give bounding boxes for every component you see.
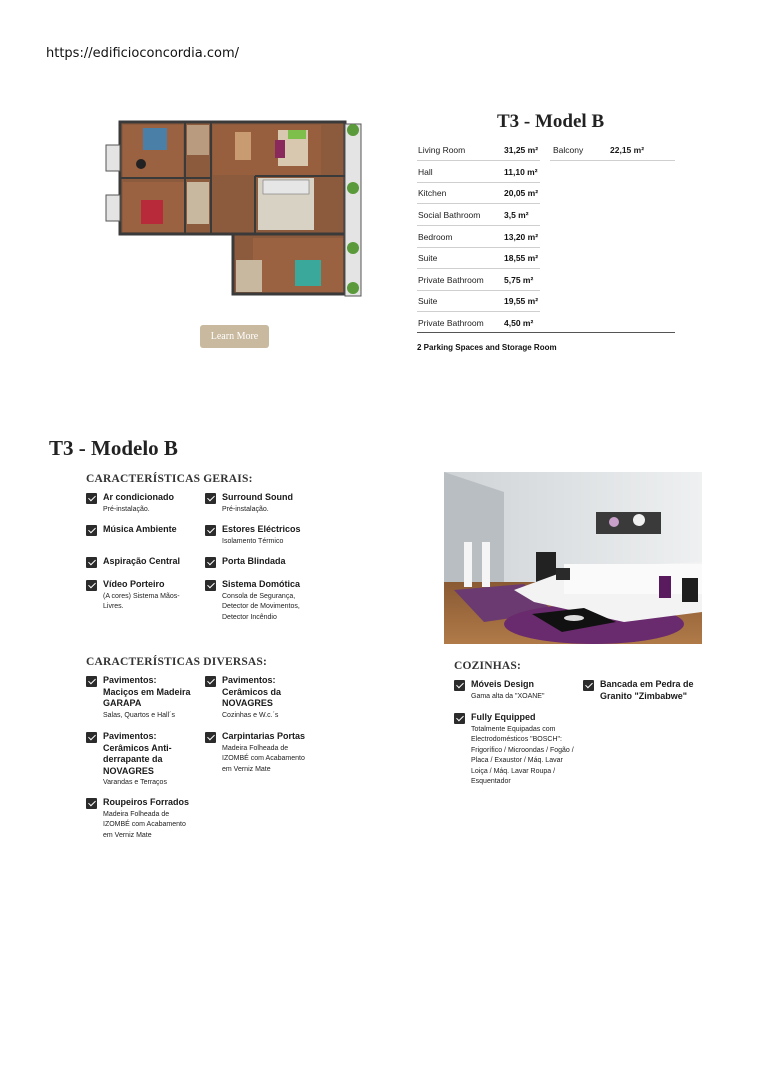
checkbox-icon <box>86 493 97 504</box>
model-title: T3 - Model B <box>497 111 605 132</box>
feature-item <box>86 524 198 537</box>
balcony-area: 22,15 m² <box>610 145 645 155</box>
section-title: T3 - Modelo B <box>49 436 178 460</box>
feature-item <box>454 712 576 788</box>
room-area: 18,55 m² <box>504 253 539 263</box>
feature-item <box>205 492 317 515</box>
feature-title: Fully Equipped <box>471 712 536 722</box>
cozinhas-heading: COZINHAS: <box>454 660 521 672</box>
feature-desc: Salas, Quartos e Hall´s <box>103 711 175 719</box>
feature-desc: Gama alta da "XOANE" <box>471 692 545 700</box>
feature-title: Música Ambiente <box>103 524 177 534</box>
checkbox-icon <box>86 676 97 687</box>
table-row <box>417 290 540 312</box>
room-name: Private Bathroom <box>418 275 484 285</box>
checkbox-icon <box>454 713 465 724</box>
feature-item <box>454 679 554 702</box>
room-area: 31,25 m² <box>504 145 539 155</box>
feature-desc: Totalmente Equipadas com Electrodomésticos "BOSCH": Frigorífico / Microondas / Fogão / Placa / Exaustor / Máq. Lavar Loiça / Máq. Lavar Roupa / Esquentador <box>471 725 574 785</box>
checkbox-icon <box>86 732 97 743</box>
room-area: 11,10 m² <box>504 167 538 177</box>
checkbox-icon <box>205 557 216 568</box>
table-row <box>417 247 540 269</box>
room-area: 20,05 m² <box>504 188 539 198</box>
room-area: 19,55 m² <box>504 296 539 306</box>
feature-title: Pavimentos: Maciços em Madeira GARAPA <box>103 675 191 708</box>
room-name: Kitchen <box>418 188 447 198</box>
feature-desc: Madeira Folheada de IZOMBÉ com Acabamento em Verniz Mate <box>222 744 305 773</box>
feature-desc: Consola de Segurança, Detector de Movimentos, Detector Incêndio <box>222 592 300 621</box>
feature-item <box>205 579 309 623</box>
room-area: 13,20 m² <box>504 232 539 242</box>
feature-title: Bancada em Pedra de Granito "Zimbabwe" <box>600 679 694 701</box>
feature-desc: Madeira Folheada de IZOMBÉ com Acabamento em Verniz Mate <box>103 810 186 839</box>
table-row <box>417 182 540 204</box>
checkbox-icon <box>205 525 216 536</box>
checkbox-icon <box>86 798 97 809</box>
feature-item <box>205 731 310 775</box>
table-row <box>417 226 540 248</box>
table-row <box>417 139 540 161</box>
checkbox-icon <box>454 680 465 691</box>
checkbox-icon <box>86 557 97 568</box>
feature-desc: Pré-instalação. <box>222 505 269 513</box>
room-name: Bedroom <box>418 232 453 242</box>
gerais-heading: CARACTERÍSTICAS GERAIS: <box>86 473 253 485</box>
feature-desc: (A cores) Sistema Mãos-Livres. <box>103 592 180 610</box>
checkbox-icon <box>583 680 594 691</box>
room-area: 4,50 m² <box>504 318 534 328</box>
living-room-photo <box>444 472 702 644</box>
parking-note: 2 Parking Spaces and Storage Room <box>417 343 557 352</box>
feature-desc: Varandas e Terraços <box>103 779 167 786</box>
table-row <box>417 312 540 334</box>
checkbox-icon <box>205 580 216 591</box>
feature-title: Surround Sound <box>222 492 293 502</box>
feature-item <box>205 675 295 721</box>
checkbox-icon <box>86 580 97 591</box>
feature-title: Móveis Design <box>471 679 535 689</box>
feature-item <box>583 679 701 703</box>
feature-title: Aspiração Central <box>103 556 181 566</box>
room-name: Social Bathroom <box>418 210 481 220</box>
feature-title: Roupeiros Forrados <box>103 797 190 807</box>
diversas-heading: CARACTERÍSTICAS DIVERSAS: <box>86 656 268 668</box>
table-divider <box>417 332 675 333</box>
page-url[interactable]: https://edificioconcordia.com/ <box>46 46 240 61</box>
room-name: Living Room <box>418 145 466 155</box>
learn-more-button[interactable]: Learn More <box>200 325 269 348</box>
feature-desc: Pré-instalação. <box>103 505 150 513</box>
feature-item <box>86 556 198 569</box>
room-area: 5,75 m² <box>504 275 534 285</box>
feature-title: Porta Blindada <box>222 556 286 566</box>
checkbox-icon <box>205 732 216 743</box>
balcony-name: Balcony <box>553 145 584 155</box>
feature-desc: Cozinhas e W.c.´s <box>222 711 279 719</box>
feature-item <box>86 731 181 789</box>
feature-item <box>86 492 198 515</box>
floor-plan-image <box>103 120 371 298</box>
feature-desc: Isolamento Térmico <box>222 537 284 545</box>
room-name: Hall <box>418 167 433 177</box>
feature-title: Ar condicionado <box>103 492 175 502</box>
feature-title: Estores Eléctricos <box>222 524 301 534</box>
feature-title: Vídeo Porteiro <box>103 579 165 589</box>
feature-item <box>205 556 317 569</box>
feature-title: Sistema Domótica <box>222 579 301 589</box>
balcony-row <box>550 139 675 161</box>
room-name: Private Bathroom <box>418 318 484 328</box>
checkbox-icon <box>205 676 216 687</box>
table-row <box>417 161 540 183</box>
feature-item <box>86 579 186 613</box>
feature-item <box>86 675 194 721</box>
feature-title: Pavimentos: Cerâmicos Anti-derrapante da NOVAGRES <box>103 731 172 776</box>
feature-title: Carpintarias Portas <box>222 731 306 741</box>
checkbox-icon <box>205 493 216 504</box>
table-row <box>417 269 540 291</box>
room-name: Suite <box>418 253 438 263</box>
feature-item <box>86 797 191 841</box>
room-name: Suite <box>418 296 438 306</box>
checkbox-icon <box>86 525 97 536</box>
room-area: 3,5 m² <box>504 210 529 220</box>
feature-title: Pavimentos: Cerâmicos da NOVAGRES <box>222 675 282 708</box>
table-row <box>417 204 540 226</box>
feature-item <box>205 524 317 547</box>
